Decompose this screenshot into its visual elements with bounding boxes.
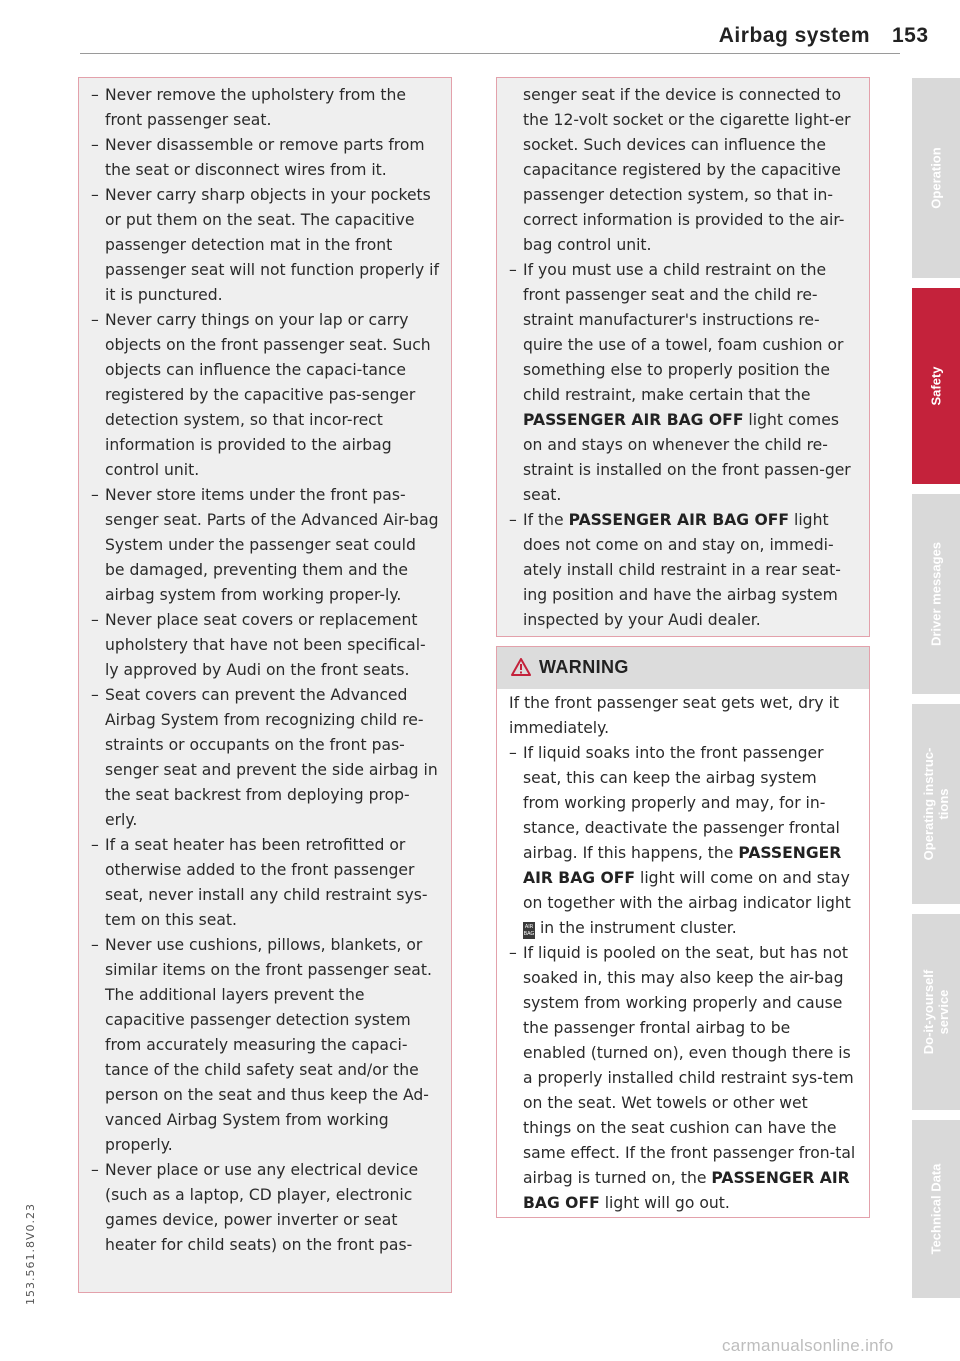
list-item <box>509 941 857 1216</box>
list-item <box>509 508 857 633</box>
right-warning-box <box>496 77 870 637</box>
warning-triangle-icon <box>511 658 531 676</box>
list-item: – Never store items under the front pas-senger seat. Parts of the Advanced Air-bag System under the passenger seat could be damaged, preventing them and the airbag system from working proper-ly. <box>91 483 439 608</box>
list-item: – Never place or use any electrical device (such as a laptop, CD player, electronic games device, power inverter or seat heater for child seats) on the front pas- <box>91 1158 439 1258</box>
item-text: If liquid is pooled on the seat, but has not soaked in, this may also keep the air-bag system from working properly and cause the passenger frontal airbag to be enabled (turned on), even though there is a properly installed child restraint sys-tem on the seat. Wet towels or other wet things on the seat cushion can have the same effect. If the front passenger fron-tal airbag is turned on, the <box>523 944 856 1187</box>
passenger-airbag-off-label: PASSENGER AIR BAG OFF <box>523 844 842 887</box>
airbag-indicator-icon: AIR BAG <box>523 924 535 937</box>
tab-operation[interactable] <box>912 78 960 278</box>
item-text: If you must use a child restraint on the front passenger seat and the child re-straint manufacturer's instructions re-quire the use of a towel, foam cushion or something else to properly position the child restraint, make certain that the <box>523 261 844 404</box>
passenger-airbag-off-label: PASSENGER AIR BAG OFF <box>568 511 790 529</box>
warning-body <box>497 689 869 1216</box>
tab-technical-data[interactable] <box>912 1120 960 1298</box>
page-number: 153 <box>892 24 929 47</box>
list-item: – Never remove the upholstery from the front passenger seat. <box>91 83 439 133</box>
list-item: – Seat covers can prevent the Advanced Airbag System from recognizing child re-straints or occupants on the front pas-senger seat and prevent the side airbag in the seat backrest from deploying prop-erly. <box>91 683 439 833</box>
tab-safety[interactable] <box>912 288 960 484</box>
list-item: – Never carry things on your lap or carry objects on the front passenger seat. Such objects can influence the capaci-tance registered by the capacitive pas-senger detection system, so that incor-rect information is provided to the airbag control unit. <box>91 308 439 483</box>
item-text: light does not come on and stay on, immedi-ately install child restraint in a rear seat-ing position and have the airbag system inspected by your Audi dealer. <box>523 511 841 629</box>
document-code: 153.561.8V0.23 <box>24 1203 37 1305</box>
list-item: – Never use cushions, pillows, blankets, or similar items on the front passenger seat. The additional layers prevent the capacitive passenger detection system from accurately measuring the capaci-tance of the child safety seat and/or the person on the seat and thus keep the Ad-vanced Airbag System from working properly. <box>91 933 439 1158</box>
list-item: – Never carry sharp objects in your pockets or put them on the seat. The capacitive passenger detection mat in the front passenger seat will not function properly if it is punctured. <box>91 183 439 308</box>
header-rule <box>80 53 900 54</box>
list-item: – Never disassemble or remove parts from the seat or disconnect wires from it. <box>91 133 439 183</box>
tab-driver-messages[interactable] <box>912 494 960 694</box>
tab-label: Safety <box>928 366 944 406</box>
list-item: – If a seat heater has been retrofitted or otherwise added to the front passenger seat, never install any child restraint sys-tem on this seat. <box>91 833 439 933</box>
left-warning-box <box>78 77 452 1293</box>
passenger-airbag-off-label: PASSENGER AIR BAG OFF <box>523 411 744 429</box>
item-text: light comes on and stays on whenever the child re-straint is installed on the front passen-ger seat. <box>523 411 851 504</box>
warning-heading: WARNING <box>539 657 629 677</box>
warning-box <box>496 646 870 1218</box>
left-bullet-list <box>91 83 439 1258</box>
continued-text: senger seat if the device is connected to the 12-volt socket or the cigarette light-er socket. Such devices can influence the capacitance registered by the capacitive passenger detection system, so that in-correct information is provided to the air-bag control unit. <box>523 86 851 254</box>
item-text: If the <box>523 511 569 529</box>
tab-label: Technical Data <box>928 1163 944 1255</box>
tab-do-it-yourself-service[interactable] <box>912 914 960 1110</box>
section-title: Airbag system <box>718 24 870 47</box>
tab-label: Operation <box>928 147 944 209</box>
tab-label: Driver messages <box>928 541 944 647</box>
tab-label: Operating instruc- tions <box>921 747 951 861</box>
right-bullet-list <box>509 258 857 633</box>
list-item: – Never place seat covers or replacement upholstery that have not been specifical-ly approved by Audi on the front seats. <box>91 608 439 683</box>
item-text: light will come on and stay on together with the airbag indicator light <box>523 869 851 912</box>
list-item <box>509 258 857 508</box>
passenger-airbag-off-label: PASSENGER AIR BAG OFF <box>523 1169 850 1212</box>
warning-header <box>497 647 869 689</box>
item-text: in the instrument cluster. <box>535 919 737 937</box>
item-text: If liquid soaks into the front passenger seat, this can keep the airbag system from working properly and may, for in-stance, deactivate the passenger frontal airbag. If this happens, the <box>523 744 840 862</box>
tab-label: Do-it-yourself service <box>921 969 951 1055</box>
warning-bullet-list <box>509 741 857 1216</box>
watermark-logo: carmanualsonline.info <box>722 1336 894 1355</box>
item-text: light will go out. <box>599 1194 730 1212</box>
list-item <box>509 741 857 941</box>
warning-intro: If the front passenger seat gets wet, dry it immediately. <box>509 694 840 737</box>
tab-operating-instructions[interactable] <box>912 704 960 904</box>
